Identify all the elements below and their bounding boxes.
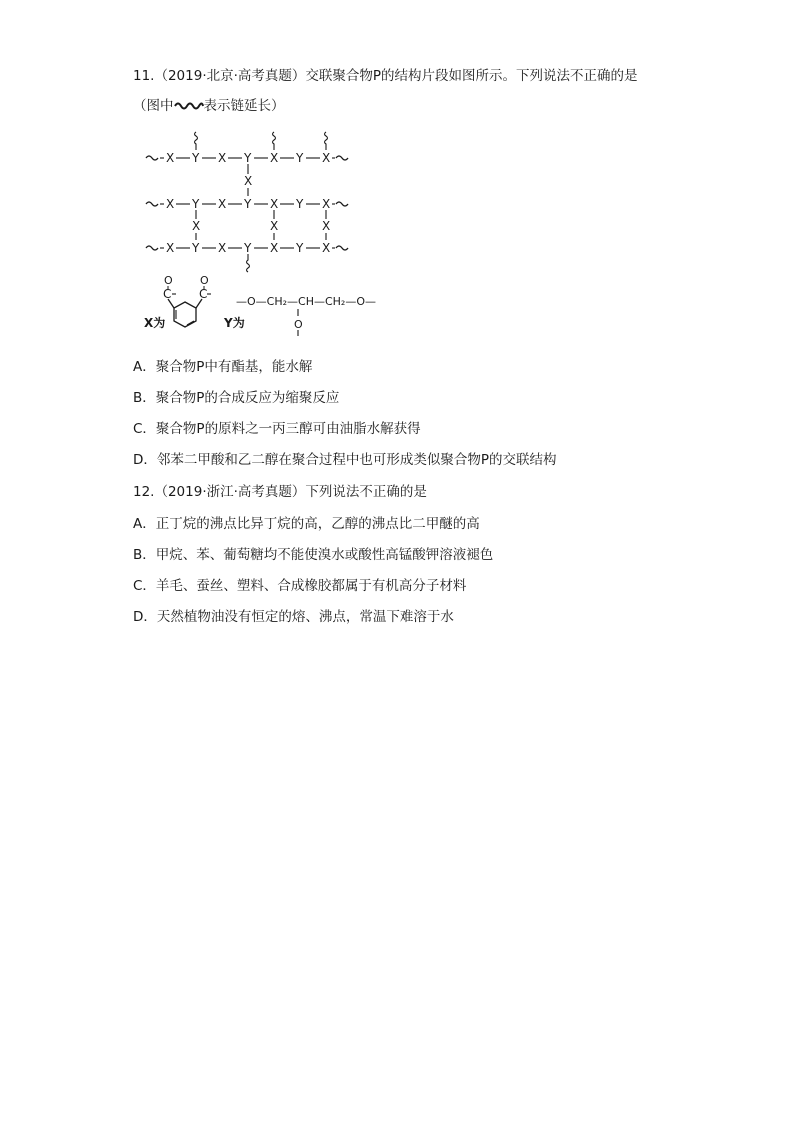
q12-option-c: C．羊毛、蚕丝、塑料、合成橡胶都属于有机高分子材料 [133, 578, 467, 594]
bridge-atom-x: X [244, 174, 253, 188]
chain-atom-x: X [270, 151, 279, 165]
svg-text:O: O [200, 274, 209, 287]
chain-atom-y: Y [192, 197, 200, 211]
q12-option-a: A．正丁烷的沸点比异丁烷的高，乙醇的沸点比二甲醚的高 [133, 516, 480, 532]
bridge-atom-x: X [192, 219, 201, 233]
chain-atom-y: Y [296, 197, 304, 211]
q11-option-c: C．聚合物P的原料之一丙三醇可由油脂水解获得 [133, 421, 421, 437]
svg-text:O: O [164, 274, 173, 287]
chain-atom-x: X [218, 241, 227, 255]
q12-option-b: B．甲烷、苯、葡萄糖均不能使溴水或酸性高锰酸钾溶液褪色 [133, 547, 494, 563]
y-sub-oxygen: O [294, 318, 303, 331]
y-formula: —O—CH₂—CH—CH₂—O— [236, 295, 376, 308]
x-label: X为 [144, 316, 166, 330]
chain-atom-y: Y [192, 241, 200, 255]
chain-row-2 [146, 197, 348, 211]
q12-stem: 12.（2019·浙江·高考真题）下列说法不正确的是 [133, 484, 427, 500]
carbonyl-c-right: C [199, 287, 208, 301]
carbonyl-c-left: C [163, 287, 172, 301]
q11-note-after: 表示链延长） [203, 98, 285, 114]
chain-atom-y: Y [296, 151, 304, 165]
q12-option-d: D．天然植物油没有恒定的熔、沸点，常温下难溶于水 [133, 609, 454, 625]
crosslink-bridges [192, 164, 330, 240]
chain-atom-x: X [322, 151, 331, 165]
chain-atom-y: Y [244, 197, 252, 211]
chain-atom-x: X [218, 151, 227, 165]
chain-atom-y: Y [244, 241, 252, 255]
chain-row-1 [146, 151, 348, 165]
chain-row-3 [146, 241, 348, 255]
chain-atom-y: Y [192, 151, 200, 165]
chain-atom-x: X [166, 241, 175, 255]
q11-stem: 11.（2019·北京·高考真题）交联聚合物P的结构片段如图所示。下列说法不正确的是 [133, 68, 638, 84]
chain-atom-x: X [218, 197, 227, 211]
polymer-p-structure-diagram [140, 126, 400, 341]
wavy-line-icon [174, 100, 204, 112]
q11-note-before: （图中 [133, 98, 174, 114]
chain-extension-squiggles [195, 132, 331, 272]
chain-atom-x: X [166, 151, 175, 165]
chain-atom-y: Y [296, 241, 304, 255]
bridge-atom-x: X [270, 219, 279, 233]
q11-option-a: A．聚合物P中有酯基，能水解 [133, 359, 313, 375]
chain-atom-y: Y [244, 151, 252, 165]
chain-atom-x: X [166, 197, 175, 211]
q11-option-b: B．聚合物P的合成反应为缩聚反应 [133, 390, 340, 406]
chain-atom-x: X [322, 197, 331, 211]
chain-atom-x: X [322, 241, 331, 255]
q11-option-d: D．邻苯二甲酸和乙二醇在聚合过程中也可形成类似聚合物P的交联结构 [133, 452, 557, 468]
chain-atom-x: X [270, 241, 279, 255]
y-label: Y为 [224, 316, 245, 330]
q11-wave-note [133, 96, 285, 116]
y-definition [223, 295, 376, 336]
x-definition [144, 274, 211, 330]
bridge-atom-x: X [322, 219, 331, 233]
chain-atom-x: X [270, 197, 279, 211]
